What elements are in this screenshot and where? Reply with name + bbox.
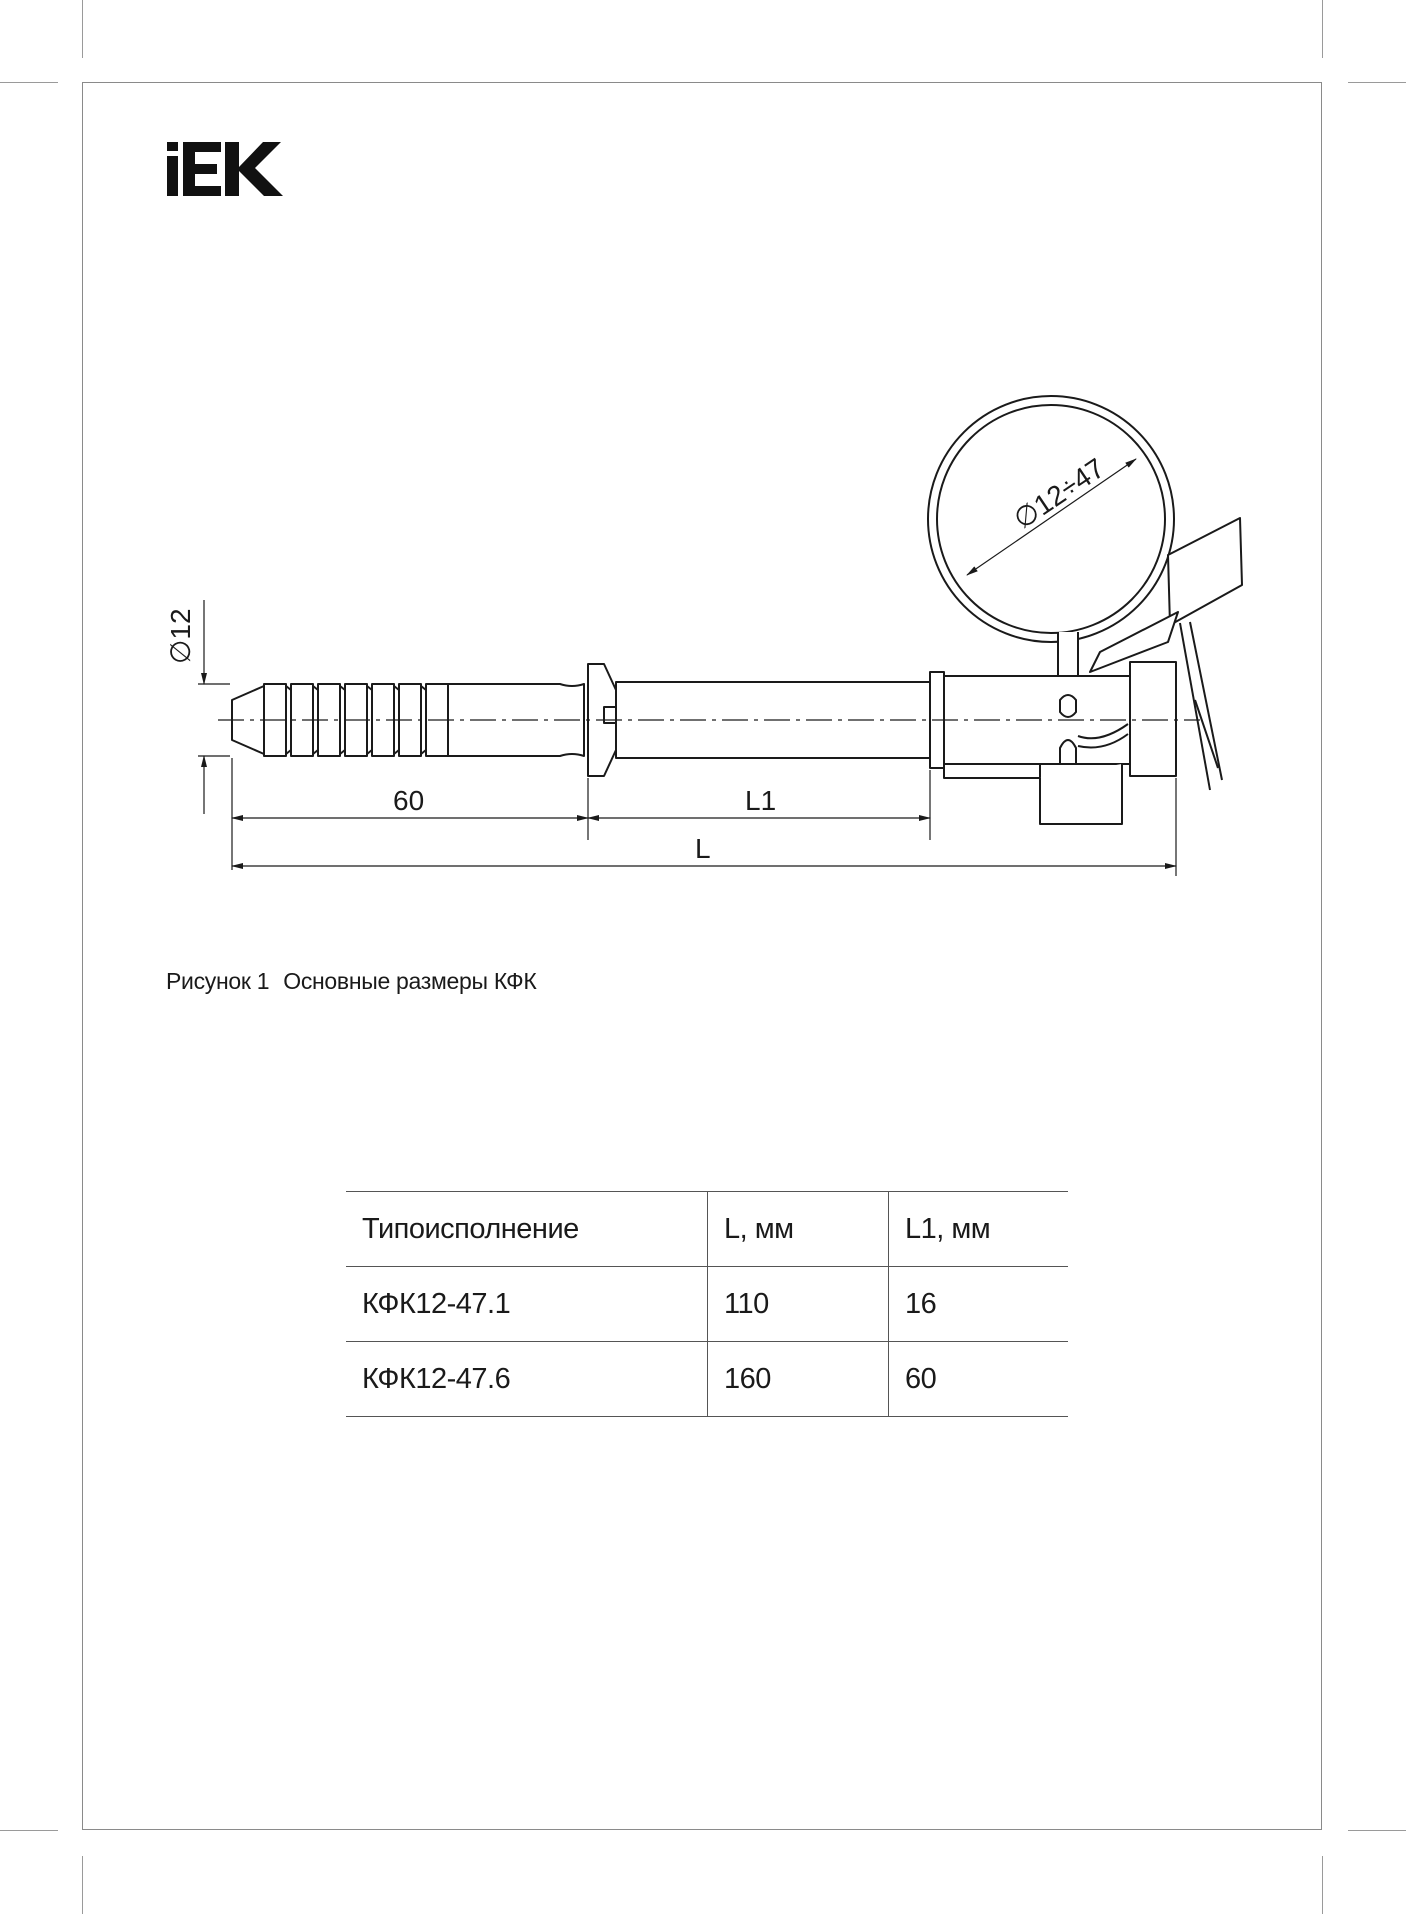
clamp-ring bbox=[928, 396, 1174, 642]
cell-L1: 16 bbox=[889, 1267, 1069, 1342]
cell-type: КФК12-47.1 bbox=[346, 1267, 708, 1342]
table-row bbox=[346, 1342, 1068, 1417]
header-type: Типоисполнение bbox=[346, 1192, 708, 1267]
dim-diameter-pipe-text: ∅12÷47 bbox=[1008, 452, 1110, 535]
cell-type: КФК12-47.6 bbox=[346, 1342, 708, 1417]
clamp-body bbox=[930, 662, 1176, 824]
header-L: L, мм bbox=[708, 1192, 889, 1267]
table-header-row bbox=[346, 1192, 1068, 1267]
dim-diameter-dowel-text: ∅12 bbox=[165, 608, 196, 664]
figure-caption bbox=[166, 968, 536, 995]
spec-table bbox=[346, 1191, 1068, 1417]
table-row bbox=[346, 1267, 1068, 1342]
clamp-lever bbox=[1168, 518, 1242, 625]
cell-L: 160 bbox=[708, 1342, 889, 1417]
dim-L-text: L bbox=[695, 833, 711, 864]
cell-L: 110 bbox=[708, 1267, 889, 1342]
header-L1: L1, мм bbox=[889, 1192, 1069, 1267]
dim-L1-text: L1 bbox=[745, 785, 777, 816]
figure-label: Рисунок 1 bbox=[166, 968, 270, 994]
figure-title: Основные размеры КФК bbox=[283, 968, 537, 994]
cell-L1: 60 bbox=[889, 1342, 1069, 1417]
dim-60-text: 60 bbox=[393, 785, 425, 816]
